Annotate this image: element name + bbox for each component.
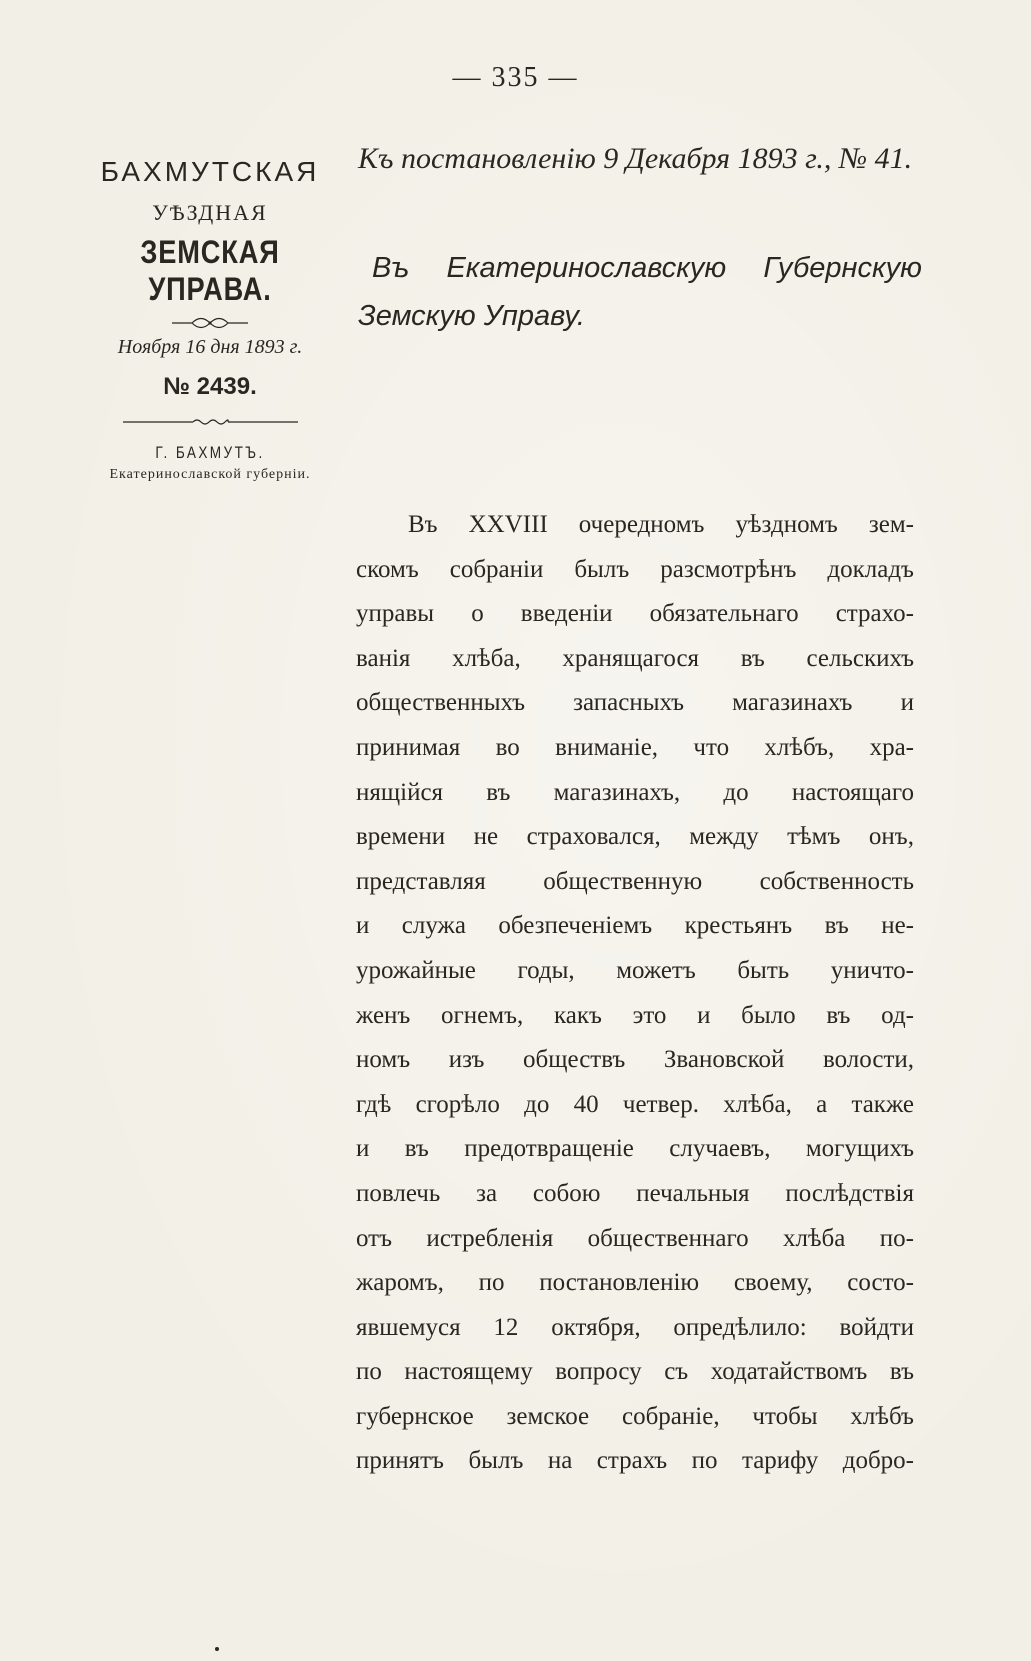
addressee xyxy=(358,244,922,340)
body-line: общественныхъ запасныхъ магазинахъ и xyxy=(356,689,914,717)
reference-line: Къ постановленію 9 Декабря 1893 г., № 41. xyxy=(358,142,913,175)
letterhead xyxy=(60,150,360,483)
body-line: Въ XXVIII очередномъ уѣздномъ зем- xyxy=(408,511,914,538)
addressee-line1 xyxy=(372,244,922,292)
body-line: принятъ былъ на страхъ по тарифу добро- xyxy=(356,1447,914,1475)
ornament-flourish-icon xyxy=(170,316,250,330)
body-line: и въ предотвращеніе случаевъ, могущихъ xyxy=(356,1135,914,1163)
addressee-word: Губернскую xyxy=(763,252,922,284)
body-line: ванія хлѣба, хранящагося въ сельскихъ xyxy=(356,644,914,672)
letter-date: Ноября 16 дня 1893 г. xyxy=(117,336,303,358)
body-line: гдѣ сгорѣло до 40 четвер. хлѣба, а также xyxy=(356,1090,914,1118)
body-line: урожайные годы, можетъ быть уничто- xyxy=(356,956,914,984)
body-line: управы о введеніи обязательнаго страхо- xyxy=(356,600,914,628)
body-line: жаромъ, по постановленію своему, состо- xyxy=(356,1269,914,1297)
divider-wave-icon xyxy=(123,417,298,427)
ink-speck xyxy=(215,1647,219,1651)
body-line: повлечь за собою печальныя послѣдствія xyxy=(356,1179,914,1207)
city-name: Г. БАХМУТЪ. xyxy=(155,443,265,462)
addressee-word: Екатеринославскую xyxy=(446,252,727,284)
body-line: губернское земское собраніе, чтобы хлѣбъ xyxy=(356,1402,914,1430)
page-number: — 335 — xyxy=(452,62,579,93)
province-name: Екатеринославской губерніи. xyxy=(109,467,311,482)
org-name-line1: БАХМУТСКАЯ xyxy=(100,156,320,187)
body-line: представляя общественную собственность xyxy=(356,867,914,895)
body-line: и служа обезпеченіемъ крестьянъ въ не- xyxy=(356,912,914,940)
org-name-line2: УѢЗДНАЯ xyxy=(152,200,268,225)
body-line: явшемуся 12 октября, опредѣлило: войдти xyxy=(356,1313,914,1341)
body-line: женъ огнемъ, какъ это и было въ од- xyxy=(356,1001,914,1029)
body-line: по настоящему вопросу съ ходатайствомъ въ xyxy=(356,1358,914,1386)
addressee-word: Въ xyxy=(372,252,410,284)
body-line: принимая во вниманіе, что хлѣбъ, хра- xyxy=(356,733,914,761)
addressee-line2: Земскую Управу. xyxy=(358,300,585,332)
body-line: скомъ собраніи былъ разсмотрѣнъ докладъ xyxy=(356,555,914,583)
body-line: номъ изъ обществъ Звановской волости, xyxy=(356,1046,914,1074)
body-line: нящійся въ магазинахъ, до настоящаго xyxy=(356,778,914,806)
body-line: времени не страховался, между тѣмъ онъ, xyxy=(356,823,914,851)
letter-number: № 2439. xyxy=(163,373,257,400)
body-line: отъ истребленія общественнаго хлѣба по- xyxy=(356,1224,914,1252)
org-name-line3: ЗЕМСКАЯ УПРАВА. xyxy=(140,234,280,307)
body-text xyxy=(356,503,914,1484)
